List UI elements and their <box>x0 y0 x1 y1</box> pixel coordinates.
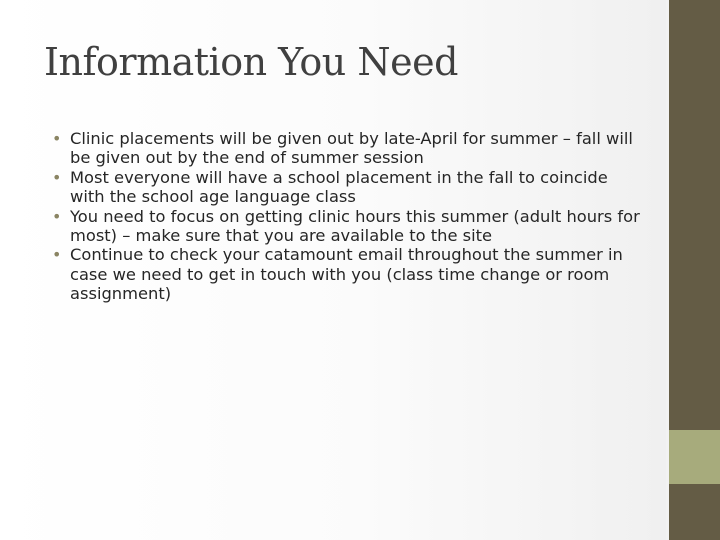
bullet-text: Continue to check your catamount email throughout the summer in case we need to get in touch with you (class time change or room assignment) <box>70 245 623 304</box>
bullet-dot-icon: • <box>52 206 62 226</box>
bullet-item <box>52 207 642 246</box>
bullet-dot-icon: • <box>52 129 62 148</box>
side-band-bottom <box>669 484 720 540</box>
bullet-text: You need to focus on getting clinic hours this summer (adult hours for most) – make sure that you are available to the site <box>70 206 640 246</box>
side-band-accent <box>669 430 720 484</box>
slide-title: Information You Need <box>44 40 458 84</box>
bullet-item <box>52 168 642 207</box>
bullet-text: Clinic placements will be given out by late-April for summer – fall will be given out by the end of summer session <box>70 129 633 168</box>
bullet-item <box>52 245 642 303</box>
bullet-item <box>52 129 642 168</box>
bullet-list <box>52 129 642 304</box>
side-band-dark <box>669 0 720 430</box>
bullet-text: Most everyone will have a school placement in the fall to coincide with the school age language class <box>70 167 608 207</box>
bullet-dot-icon: • <box>52 167 62 187</box>
bullet-dot-icon: • <box>52 245 62 265</box>
